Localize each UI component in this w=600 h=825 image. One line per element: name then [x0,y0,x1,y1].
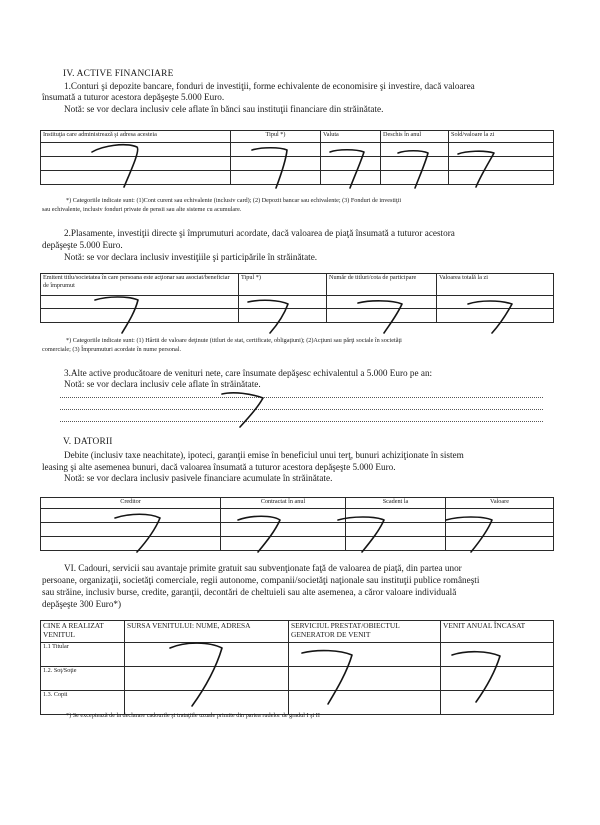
th-type: Tipul *) [231,131,321,143]
row-label-children: 1.3. Copii [41,691,125,715]
table2-footnote-line2: comerciale; (3) Împrumuturi acordate în nume personal. [42,346,181,353]
th-creditor: Creditor [41,498,221,509]
th-contracted-year: Contractat în anul [221,498,346,509]
section-v-note: Notă: se vor declara inclusiv pasivele financiare acumulate în străinătate. [64,473,333,483]
handwritten-mark [252,148,287,188]
handwritten-mark [338,517,384,552]
section-iv-p2-line1: 2.Plasamente, investiţii directe şi împrumuturi acordate, dacă valoarea de piaţă însumată a tuturor acestora [64,228,455,238]
handwritten-mark [170,643,222,706]
section-iv-p1-line1: 1.Conturi şi depozite bancare, fonduri de investiţii, forme echivalente de economisire şi investire, dacă valoarea [64,81,475,91]
th-institution: Instituţia care administrează şi adresa acesteia [41,131,231,143]
section-iv-p2-note: Notă: se vor declara inclusiv investiţiile şi participările în străinătate. [64,252,318,262]
section-iv-p3-note: Notă: se vor declara inclusiv cele aflate în străinătate. [64,379,261,389]
handwritten-mark [222,393,263,427]
th-value: Valoare [446,498,554,509]
table1-footnote-line2: sau echivalente, inclusiv fonduri private de pensii sau alte sisteme cu acumulare. [42,206,242,213]
handwritten-mark [115,514,160,552]
section-vi-line1: VI. Cadouri, servicii sau avantaje primite gratuit sau subvenţionate faţă de valoarea de piaţă, din partea unor [64,563,462,573]
th-type: Tipul *) [239,274,327,296]
table2-footnote-line1: *) Categoriile indicate sunt: (1) Hârtii de valoare deţinute (titluri de stat, certificate, obligaţiuni); (2)Acţiuni sau părţi sociale în societăţi [66,337,402,344]
th-opened-year: Deschis în anul [381,131,449,143]
handwritten-mark [452,652,500,702]
handwritten-mark [446,517,492,552]
th-shares-count: Număr de titluri/cota de participare [327,274,437,296]
section-iv-p3-line1: 3.Alte active producătoare de venituri nete, care însumate depăşesc echivalentul a 5.000 Euro pe an: [64,368,433,378]
section-vi-line3: sau străine, inclusiv burse, credite, garanţii, decontări de cheltuieli sau alte asemenea, a căror valoare individuală [42,587,457,597]
handwritten-mark [458,151,494,187]
handwritten-mark [95,297,138,333]
section-v-line2: leasing şi alte asemenea bunuri, dacă valoarea însumată a tuturor acestora depăşeşte 5.000 Euro. [42,462,396,472]
table1-footnote-line1: *) Categoriile indicate sunt: (1)Cont curent sau echivalente (inclusiv card); (2) Depozit bancar sau echivalente; (3) Fonduri de investiţii [66,197,402,204]
section-v-title: V. DATORII [63,437,113,447]
handwritten-mark [468,301,512,333]
section-vi-line2: persoane, organizaţii, societăţi comerciale, regii autonome, companii/societăţi naţionale sau instituţii publice româneşti [42,575,480,585]
th-total-value: Valoarea totală la zi [437,274,554,296]
th-annual-income: VENIT ANUAL ÎNCASAT [441,621,554,643]
section-vi-footnote: *) Se exceptează de la declarare cadourile şi trataţiile uzuale primite din partea rudelor de gradul I şi II [66,712,320,719]
th-service-provided: SERVICIUL PRESTAT/OBIECTUL GENERATOR DE VENIT [289,621,441,643]
section-iv-p1-line2: însumată a tuturor acestora depăşeşte 5.000 Euro. [42,92,225,102]
handwritten-mark [248,300,288,333]
section-v-line1: Debite (inclusiv taxe neachitate), ipoteci, garanţii emise în beneficiul unui terţ, bunuri achiziţionate în sistem [64,450,464,460]
th-who-earned: CINE A REALIZAT VENITUL [41,621,125,643]
handwritten-mark [302,651,352,704]
handwritten-mark [358,301,402,333]
th-income-source: SURSA VENITULUI: NUME, ADRESA [125,621,289,643]
handwritten-mark [238,516,280,552]
section-iv-title: IV. ACTIVE FINANCIARE [63,69,174,79]
section-vi-line4: depăşeşte 300 Euro*) [42,599,122,609]
section-iv-p2-line2: depăşeşte 5.000 Euro. [42,240,123,250]
handwritten-mark [398,151,428,188]
handwritten-mark [92,145,138,187]
row-label-holder: 1.1 Titular [41,643,125,667]
th-balance: Sold/valoare la zi [449,131,554,143]
th-due-date: Scadent la [346,498,446,509]
handwritten-mark [330,150,364,188]
th-currency: Valuta [321,131,381,143]
row-label-spouse: 1.2. Soţ/Soţie [41,667,125,691]
section-iv-p1-note: Notă: se vor declara inclusiv cele aflate în bănci sau instituţii financiare din străinătate. [64,104,384,114]
th-issuer: Emitent titlu/societatea în care persoana este acţionar sau asociat/beneficiar de împrumut [41,274,239,296]
